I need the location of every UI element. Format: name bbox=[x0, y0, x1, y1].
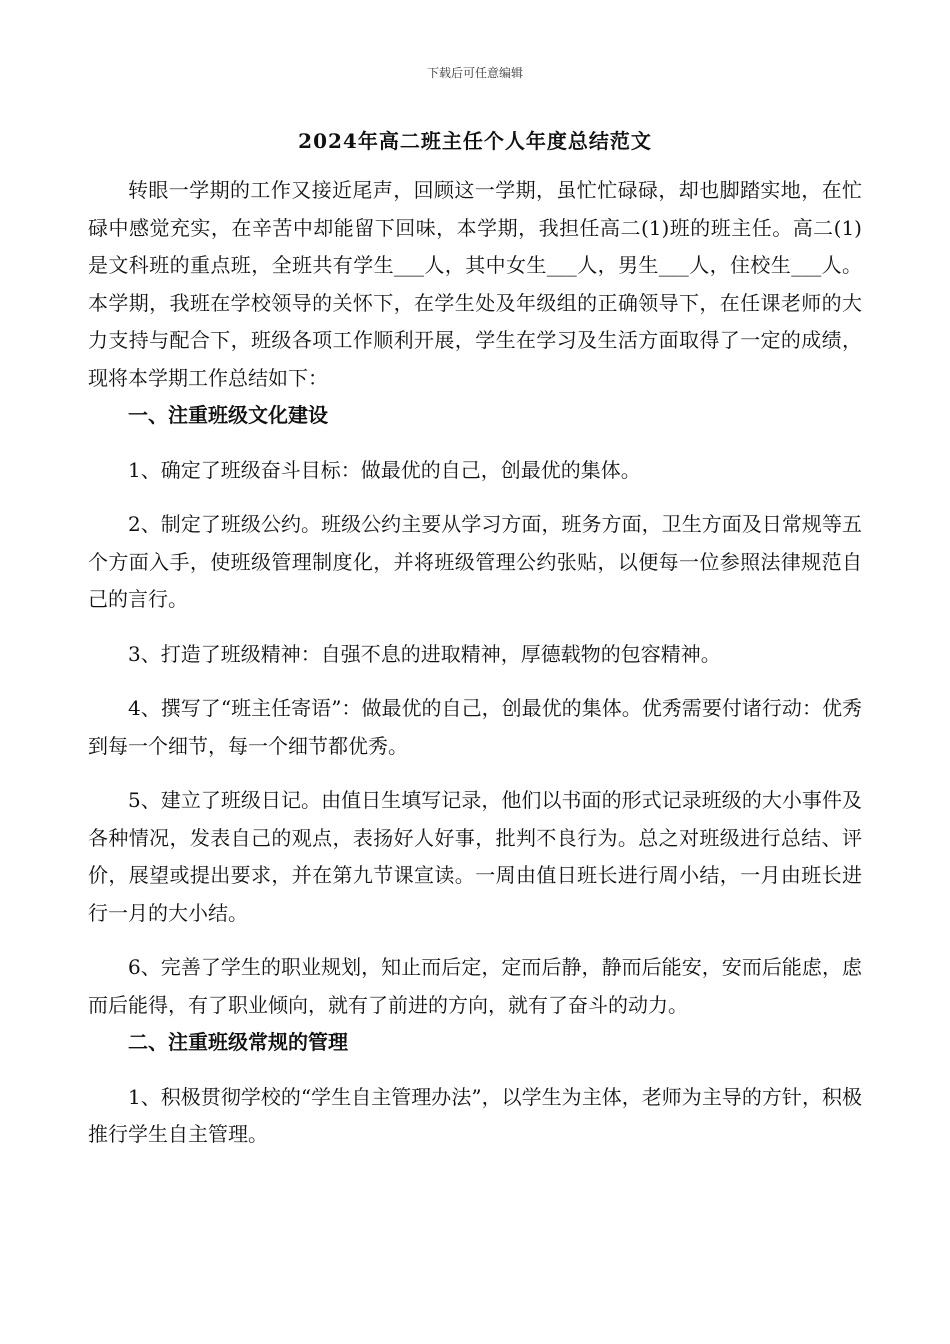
section-2-heading: 二、注重班级常规的管理 bbox=[128, 1030, 348, 1054]
section-1-item-3: 3、打造了班级精神：自强不息的进取精神，厚德载物的包容精神。 bbox=[128, 641, 721, 666]
section-1-item-6: 6、完善了学生的职业规划，知止而后定，定而后静，静而后能安，安而后能虑，虑而后能得，有了职业倾向，就有了前进的方向，就有了奋斗的动力。 bbox=[88, 955, 862, 1017]
section-1-item-2: 2、制定了班级公约。班级公约主要从学习方面，班务方面，卫生方面及日常规等五个方面入手，使班级管理制度化，并将班级管理公约张贴，以便每一位参照法律规范自己的言行。 bbox=[88, 512, 862, 611]
document-body bbox=[88, 172, 862, 1154]
header-note: 下载后可任意编辑 bbox=[426, 66, 523, 80]
section-1-heading: 一、注重班级文化建设 bbox=[128, 403, 328, 427]
section-2-item-1: 1、积极贯彻学校的“学生自主管理办法”，以学生为主体，老师为主导的方针，积极推行学生自主管理。 bbox=[88, 1084, 862, 1146]
section-1-item-5: 5、建立了班级日记。由值日生填写记录，他们以书面的形式记录班级的大小事件及各种情况，发表自己的观点，表扬好人好事，批判不良行为。总之对班级进行总结、评价，展望或提出要求，并在第九节课宣读。一周由值日班长进行周小结，一月由班长进行一月的大小结。 bbox=[88, 788, 862, 925]
section-1-item-1: 1、确定了班级奋斗目标：做最优的自己，创最优的集体。 bbox=[128, 457, 641, 482]
section-1-item-4: 4、撰写了“班主任寄语”：做最优的自己，创最优的集体。优秀需要付诸行动：优秀到每一个细节，每一个细节都优秀。 bbox=[88, 696, 862, 758]
document-title: 2024年高二班主任个人年度总结范文 bbox=[298, 129, 652, 153]
intro-paragraph: 转眼一学期的工作又接近尾声，回顾这一学期，虽忙忙碌碌，却也脚踏实地，在忙碌中感觉充实，在辛苦中却能留下回味，本学期，我担任高二(1)班的班主任。高二(1)是文科班的重点班，全班共有学生___人，其中女生___人，男生___人，住校生___人。本学期，我班在学校领导的关怀下，在学生处及年级组的正确领导下，在任课老师的大力支持与配合下，班级各项工作顺利开展，学生在学习及生活方面取得了一定的成绩，现将本学期工作总结如下： bbox=[88, 178, 862, 390]
